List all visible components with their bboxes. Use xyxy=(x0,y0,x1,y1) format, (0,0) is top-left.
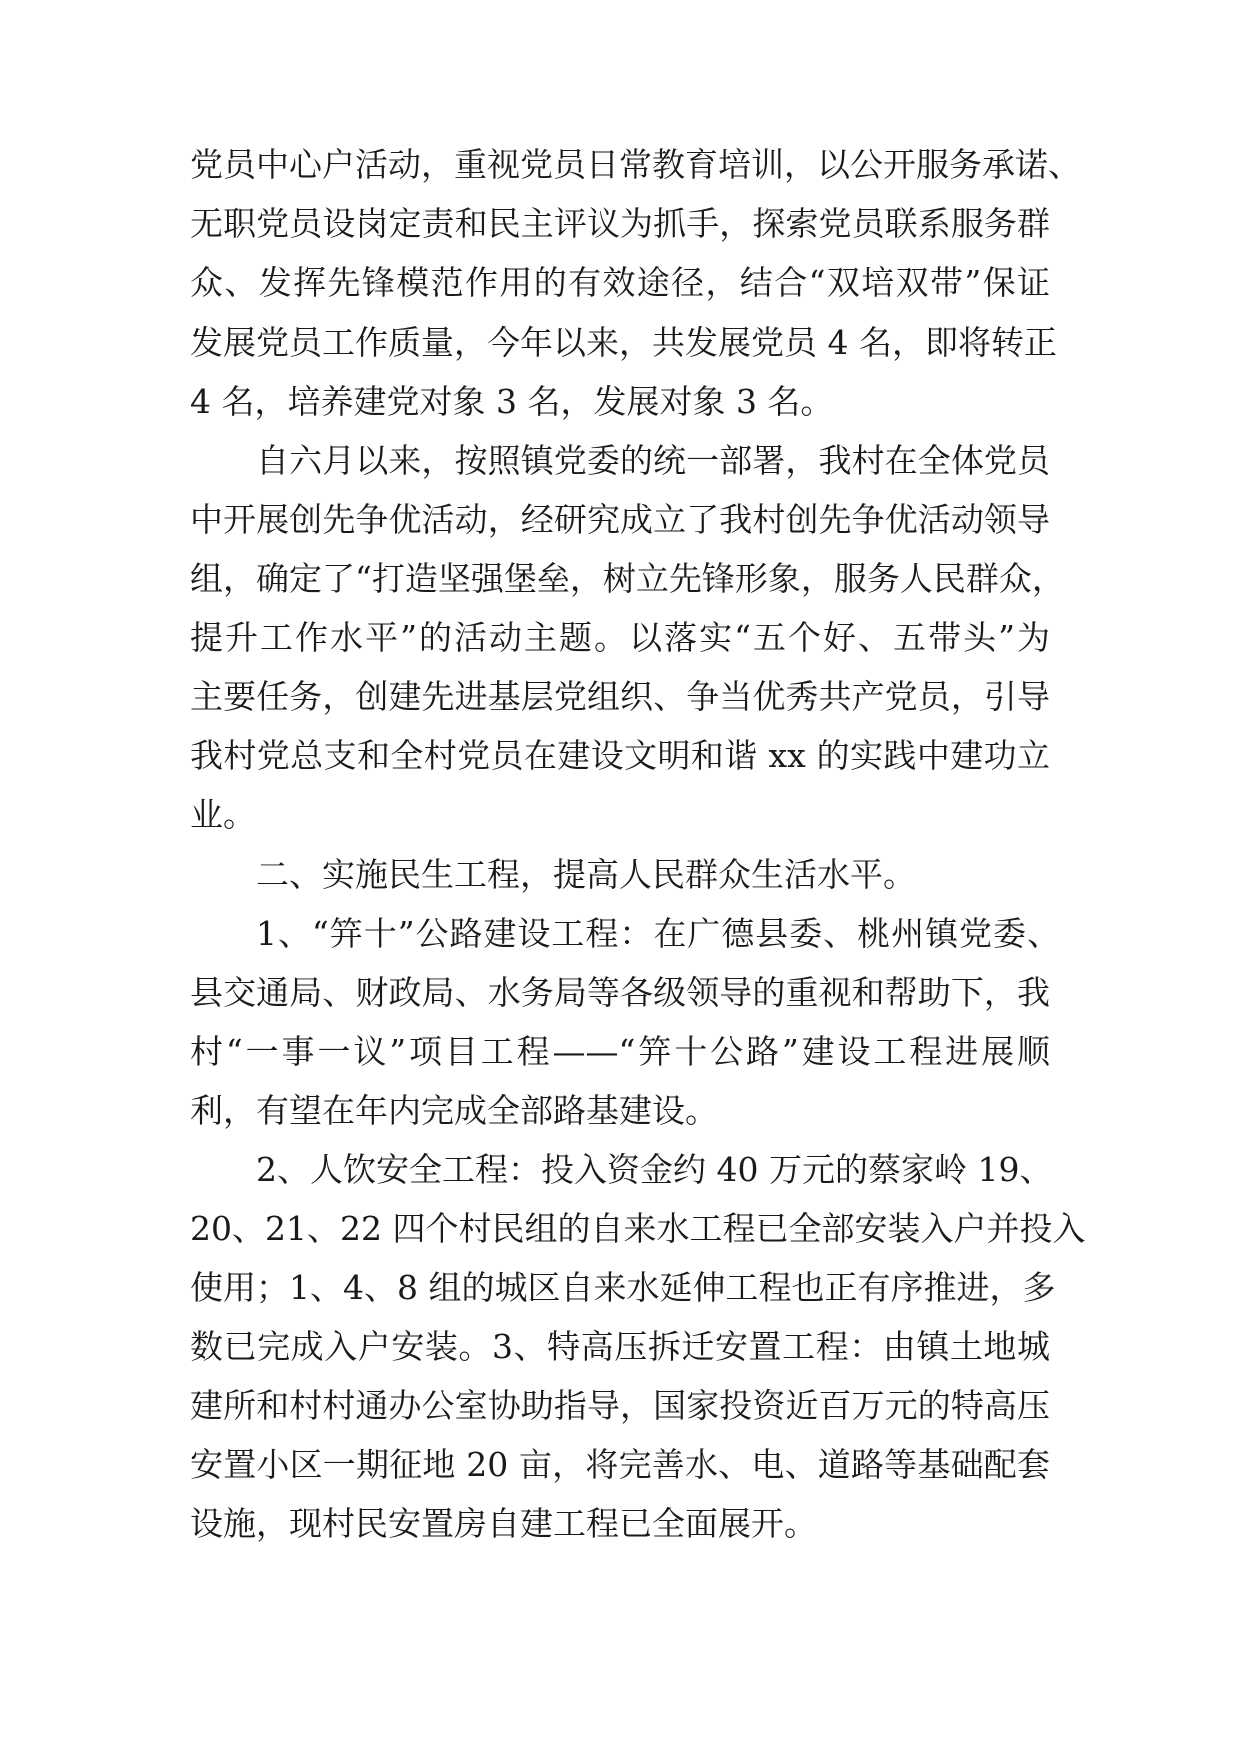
text-line-11: 我村党总支和全村党员在建设文明和谐 xx 的实践中建功立 xyxy=(190,736,1050,775)
text-line-14: 1、“笄十”公路建设工程：在广德县委、桃州镇党委、 xyxy=(256,914,1060,953)
text-line-22: 建所和村村通办公室协助指导，国家投资近百万元的特高压 xyxy=(190,1386,1050,1425)
text-line-19: 20、21、22 四个村民组的自来水工程已全部安装入户并投入 xyxy=(190,1209,1086,1248)
text-line-12: 业。 xyxy=(190,795,256,834)
text-line-21: 数已完成入户安装。3、特高压拆迁安置工程：由镇土地城 xyxy=(190,1327,1050,1366)
text-line-2: 无职党员设岗定责和民主评议为抓手，探索党员联系服务群 xyxy=(190,204,1050,243)
text-line-18: 2、人饮安全工程：投入资金约 40 万元的蔡家岭 19、 xyxy=(256,1150,1053,1189)
text-line-15: 县交通局、财政局、水务局等各级领导的重视和帮助下，我 xyxy=(190,973,1050,1012)
section-heading: 二、实施民生工程，提高人民群众生活水平。 xyxy=(256,855,916,894)
text-line-5: 4 名，培养建党对象 3 名，发展对象 3 名。 xyxy=(190,382,834,421)
text-line-8: 组，确定了“打造坚强堡垒，树立先锋形象，服务人民群众， xyxy=(190,559,1065,598)
text-line-24: 设施，现村民安置房自建工程已全面展开。 xyxy=(190,1504,817,1543)
text-line-23: 安置小区一期征地 20 亩，将完善水、电、道路等基础配套 xyxy=(190,1445,1050,1484)
text-line-1: 党员中心户活动，重视党员日常教育培训，以公开服务承诺、 xyxy=(190,145,1081,184)
text-line-9: 提升工作水平”的活动主题。以落实“五个好、五带头”为 xyxy=(190,618,1050,657)
text-line-20: 使用；1、4、8 组的城区自来水延伸工程也正有序推进，多 xyxy=(190,1268,1056,1307)
text-line-4: 发展党员工作质量，今年以来，共发展党员 4 名，即将转正 xyxy=(190,323,1057,362)
text-line-17: 利，有望在年内完成全部路基建设。 xyxy=(190,1091,718,1130)
text-line-6: 自六月以来，按照镇党委的统一部署，我村在全体党员 xyxy=(256,441,1050,480)
text-line-7: 中开展创先争优活动，经研究成立了我村创先争优活动领导 xyxy=(190,500,1050,539)
text-line-3: 众、发挥先锋模范作用的有效途径，结合“双培双带”保证 xyxy=(190,263,1050,302)
text-line-10: 主要任务，创建先进基层党组织、争当优秀共产党员，引导 xyxy=(190,677,1050,716)
text-line-16: 村“一事一议”项目工程——“笄十公路”建设工程进展顺 xyxy=(190,1032,1050,1071)
